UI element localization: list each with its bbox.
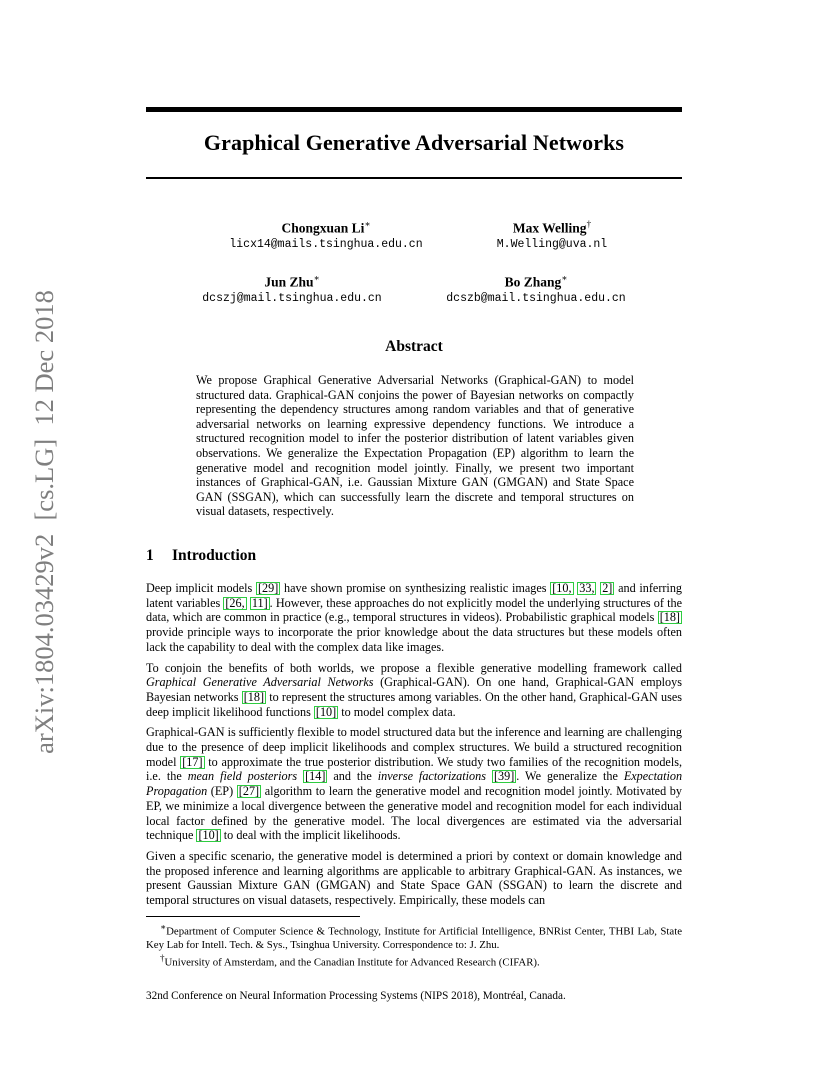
paragraph: To conjoin the benefits of both worlds, we propose a flexible generative modelling framework called Graphical Generative Adversarial Networks (Graphical-GAN). On one hand, Graphical-GAN employs Bayesian networks [18] to represent the structures among variables. On the other hand, Graphical-GAN uses deep implicit likelihood functions [10] to model complex data. (146, 660, 682, 719)
author-email: dcszb@mail.tsinghua.edu.cn (446, 291, 626, 305)
citation-link[interactable]: [18] (659, 610, 680, 625)
section-title: Introduction (172, 547, 257, 564)
author-block (422, 216, 682, 253)
author-mark: ∗ (364, 219, 371, 229)
citation-link[interactable]: [18] (243, 689, 265, 704)
arxiv-stamp-text: arXiv:1804.03429v2 [cs.LG] 12 Dec 2018 (29, 290, 59, 754)
footnote-rule (146, 916, 360, 917)
citation-link[interactable]: [17] (182, 754, 203, 769)
citation-link[interactable]: 2] (602, 581, 613, 595)
citation-link[interactable]: [10, (552, 581, 572, 595)
author-block (162, 270, 422, 307)
author-mark: ∗ (313, 273, 320, 283)
author-email: licx14@mails.tsinghua.edu.cn (229, 237, 423, 251)
citation-link[interactable]: [39] (493, 769, 515, 784)
footnote: †University of Amsterdam, and the Canadian Institute for Advanced Research (CIFAR). (160, 953, 540, 969)
abstract-heading: Abstract (385, 338, 443, 355)
citation-link[interactable]: [10] (198, 828, 219, 843)
section-heading (146, 547, 256, 565)
author-email: M.Welling@uva.nl (496, 237, 608, 251)
citation-link[interactable]: [29] (257, 581, 279, 595)
paragraph: Graphical-GAN is sufficiently flexible to model structured data but the inference and learning are challenging due to the presence of deep implicit likelihoods and complex structures. We build a structured recognition model [17] to approximate the true posterior distribution. We study two families of the recognition models, i.e. the mean field posteriors [14] and the inverse factorizations [39] . We generalize the Expectation Propagation (EP) [27] algorithm to learn the generative model and recognition model jointly. Motivated by EP, we minimize a local divergence between the generative model and recognition model for each individual local factor defined by the generative model. The local divergences are estimated via the adversarial technique [10] to deal with the implicit likelihoods. (146, 725, 683, 843)
intro-body (146, 581, 682, 914)
arxiv-stamp (26, 284, 62, 760)
title-rule-bottom (146, 177, 682, 179)
author-mark: ∗ (561, 273, 568, 283)
author-name: Jun Zhu (264, 274, 314, 290)
paragraph: Deep implicit models [29] have shown promise on synthesizing realistic images [10, 33, 2] and inferring latent variables [26, 11] . However, these approaches do not explicitly model the underlying structures of the data, which are common in practice (e.g., temporal structures in videos). Probabilistic graphical models [18] provide principle ways to incorporate the prior knowledge about the data structures but these models often lack the capability to deal with the complex data like images. (146, 581, 683, 654)
author-name: Bo Zhang (504, 274, 562, 290)
citation-link[interactable]: 33, (579, 581, 595, 595)
author-name: Max Welling (512, 220, 587, 236)
paper-title: Graphical Generative Adversarial Networks (203, 130, 625, 155)
section-number: 1 (146, 547, 154, 564)
footnote: ∗Department of Computer Science & Technology, Institute for Artificial Intelligence, BNRist Center, THBI Lab, State Key Lab for Intell. Tech. & Sys., Tsinghua University. Correspondence to: J. Zhu. (146, 922, 682, 951)
paragraph: Given a specific scenario, the generative model is determined a priori by context or domain knowledge and the proposed inference and learning algorithms are applicable to arbitrary Graphical-GAN. As instances, we present Gaussian Mixture GAN (GMGAN) and State Space GAN (SSGAN) to learn the discrete and temporal structures on visual datasets, respectively. Empirically, these models can (146, 848, 682, 908)
author-mark: † (586, 219, 592, 229)
citation-link[interactable]: [26, (225, 595, 245, 610)
author-block (406, 270, 666, 307)
footnotes (146, 921, 682, 970)
citation-link[interactable]: 11] (251, 595, 268, 610)
citation-link[interactable]: [10] (315, 704, 337, 719)
author-name: Chongxuan Li (281, 220, 365, 236)
title-rule-top (146, 107, 682, 112)
citation-link[interactable]: [27] (238, 784, 260, 799)
abstract-body: We propose Graphical Generative Adversarial Networks (Graphical-GAN) to model structured data. Graphical-GAN conjoins the power of Bayesian networks on compactly representing the dependency structures among random variables and that of generative adversarial networks on learning expressive dependency functions. We introduce a structured recognition model to infer the posterior distribution of latent variables given observations. We generalize the Expectation Propagation (EP) algorithm to learn the generative model and recognition model jointly. Finally, we present two important instances of Graphical-GAN, i.e. Gaussian Mixture GAN (GMGAN) and State Space GAN (SSGAN), which can successfully learn the discrete and temporal structures on visual datasets, respectively. (196, 373, 634, 519)
citation-link[interactable]: [14] (305, 769, 326, 784)
author-email: dcszj@mail.tsinghua.edu.cn (202, 291, 382, 305)
conference-note: 32nd Conference on Neural Information Processing Systems (NIPS 2018), Montréal, Canada. (146, 990, 566, 1002)
author-block (196, 216, 456, 253)
